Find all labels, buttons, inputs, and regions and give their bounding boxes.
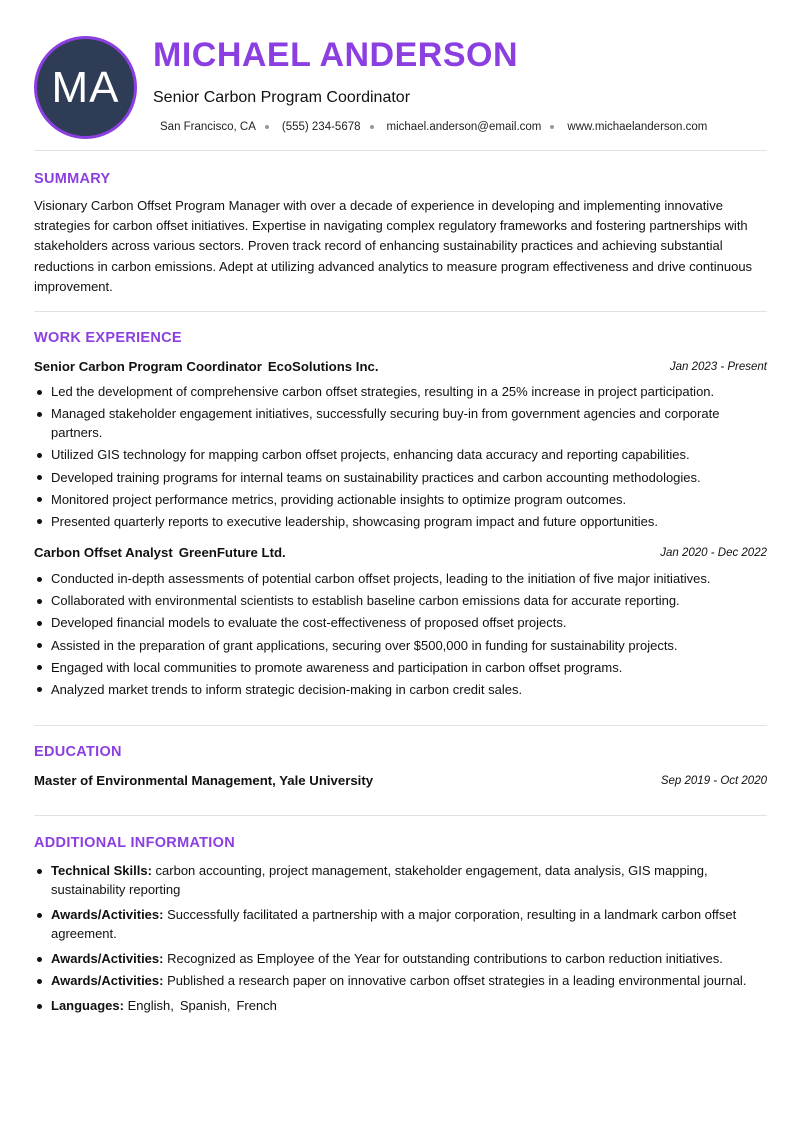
experience-heading: WORK EXPERIENCE <box>34 330 182 346</box>
language: English, <box>127 998 174 1013</box>
separator-dot <box>265 125 269 129</box>
list-item <box>34 996 769 1015</box>
additional-heading: ADDITIONAL INFORMATION <box>34 835 235 851</box>
list-item: Presented quarterly reports to executive leadership, showcasing program impact and future opportunities. <box>34 512 769 531</box>
list-item <box>34 861 769 899</box>
job-dates: Jan 2020 - Dec 2022 <box>660 547 767 559</box>
job-header <box>34 359 767 374</box>
list-item: Conducted in-depth assessments of potential carbon offset projects, leading to the initiation of five major initiatives. <box>34 569 769 588</box>
list-item: Analyzed market trends to inform strategic decision-making in carbon credit sales. <box>34 680 769 699</box>
list-item: Managed stakeholder engagement initiatives, successfully securing buy-in from government agencies and corporate partners. <box>34 404 769 442</box>
job-header <box>34 545 767 560</box>
list-item: Developed financial models to evaluate the cost-effectiveness of proposed offset projects. <box>34 613 769 632</box>
item-text: Recognized as Employee of the Year for outstanding contributions to carbon reduction initiatives. <box>163 951 723 966</box>
education-degree: Master of Environmental Management, Yale University <box>34 773 374 788</box>
divider <box>34 725 767 726</box>
item-label: Awards/Activities: <box>51 951 164 966</box>
language: French <box>236 998 277 1013</box>
job-bullets <box>34 569 769 702</box>
list-item <box>34 971 769 990</box>
avatar-initials: MA <box>51 62 120 112</box>
additional-list <box>34 861 769 1021</box>
education-dates: Sep 2019 - Oct 2020 <box>660 775 767 787</box>
separator-dot <box>550 125 554 129</box>
job-company: GreenFuture Ltd. <box>178 545 286 560</box>
contact-line <box>160 121 707 133</box>
candidate-name: MICHAEL ANDERSON <box>153 36 519 74</box>
languages-label: Languages: <box>51 998 124 1013</box>
contact-location: San Francisco, CA <box>160 121 256 133</box>
list-item: Collaborated with environmental scientists to establish baseline carbon emissions data for accurate reporting. <box>34 591 769 610</box>
job-dates: Jan 2023 - Present <box>669 361 767 373</box>
summary-heading: SUMMARY <box>34 171 111 187</box>
separator-dot <box>370 125 374 129</box>
contact-email[interactable]: michael.anderson@email.com <box>386 121 542 133</box>
list-item: Led the development of comprehensive carbon offset strategies, resulting in a 25% increase in project participation. <box>34 382 769 401</box>
job-role: Senior Carbon Program Coordinator <box>34 359 262 374</box>
item-text: carbon accounting, project management, stakeholder engagement, data analysis, GIS mapping, sustainability reporting <box>51 863 708 897</box>
item-label: Technical Skills: <box>51 863 152 878</box>
item-text: Successfully facilitated a partnership with a major corporation, resulting in a landmark carbon offset agreement. <box>51 907 737 941</box>
avatar <box>34 36 137 139</box>
job-role: Carbon Offset Analyst <box>34 545 173 560</box>
item-label: Awards/Activities: <box>51 973 164 988</box>
list-item: Utilized GIS technology for mapping carbon offset projects, enhancing data accuracy and reporting capabilities. <box>34 445 769 464</box>
summary-text: Visionary Carbon Offset Program Manager with over a decade of experience in developing and implementing innovative strategies for carbon offset initiatives. Expertise in navigating complex regulatory frameworks and fostering partnerships with stakeholders across various sectors. Proven track record of enhancing sustainability practices and achieving substantial reductions in carbon emissions. Adept at utilizing advanced analytics to measure program effectiveness and drive continuous improvement. <box>34 198 753 294</box>
list-item: Engaged with local communities to promote awareness and participation in carbon offset programs. <box>34 658 769 677</box>
item-label: Awards/Activities: <box>51 907 164 922</box>
contact-phone: (555) 234-5678 <box>281 121 361 133</box>
education-heading: EDUCATION <box>34 744 122 760</box>
candidate-title: Senior Carbon Program Coordinator <box>153 89 411 106</box>
list-item: Monitored project performance metrics, providing actionable insights to optimize program outcomes. <box>34 490 769 509</box>
job-company: EcoSolutions Inc. <box>267 359 379 374</box>
contact-website[interactable]: www.michaelanderson.com <box>567 121 708 133</box>
job-bullets <box>34 382 769 534</box>
list-item <box>34 905 769 943</box>
divider <box>34 150 767 151</box>
list-item <box>34 949 769 968</box>
list-item: Assisted in the preparation of grant applications, securing over $500,000 in funding for sustainability projects. <box>34 636 769 655</box>
item-text: Published a research paper on innovative carbon offset strategies in a leading environmental journal. <box>163 973 747 988</box>
language: Spanish, <box>179 998 231 1013</box>
divider <box>34 815 767 816</box>
divider <box>34 311 767 312</box>
list-item: Developed training programs for internal teams on sustainability practices and carbon accounting methodologies. <box>34 468 769 487</box>
